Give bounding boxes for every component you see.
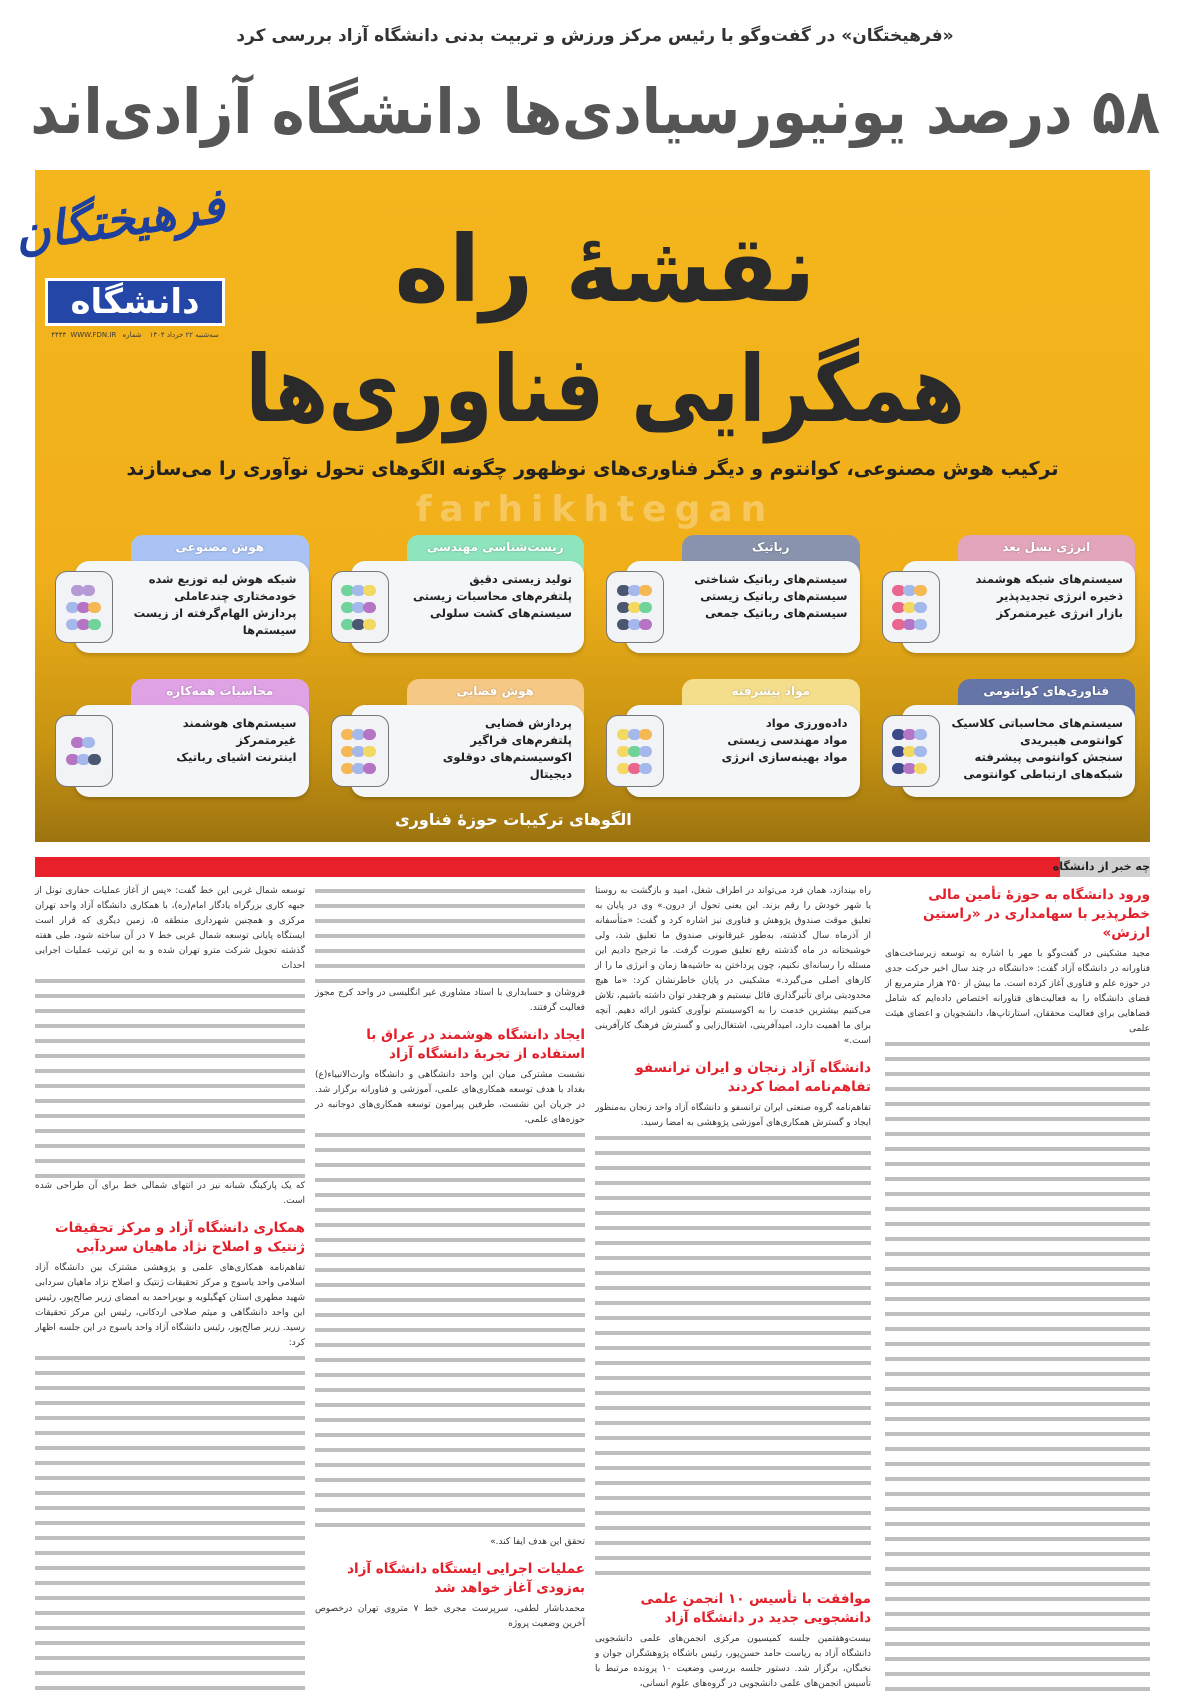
- article-body: بیست‌وهفتمین جلسه کمیسیون مرکزی انجمن‌های علمی دانشجویی دانشگاه آزاد به ریاست حامد حسن‌پور، رئیس باشگاه پژوهشگران جوان و نخبگان، برگزار شد. دستور جلسه بررسی وضعیت ۱۰ پرونده مرتبط با تأسیس انجمن‌های علمی دانشجویی در گروه‌های علوم انسانی،: [595, 1634, 871, 1689]
- card-item: اینترنت اشیای رباتیک: [176, 750, 297, 764]
- article-title[interactable]: عملیات اجرایی ایستگاه دانشگاه آزاد به‌زودی آغاز خواهد شد: [347, 1561, 585, 1596]
- card-item: مواد بهینه‌سازی انرژی: [721, 750, 848, 764]
- logo-meta: [45, 330, 225, 340]
- technology-cards: [55, 535, 1135, 801]
- card-item: سیستم‌های رباتیک جمعی: [705, 606, 848, 620]
- title-line-1: نقشهٔ راه: [394, 216, 816, 323]
- article-title[interactable]: ورود دانشگاه به حوزهٔ تأمین مالی خطرپذیر با سهامداری در «راستین ارزش»: [922, 887, 1150, 941]
- infographic-panel: [11, 170, 1150, 842]
- dot: [639, 585, 652, 596]
- infographic-footer: الگوهای ترکیبات حوزهٔ فناوری: [395, 810, 632, 829]
- dot: [82, 585, 95, 596]
- card-item: سنجش کوانتومی پیشرفته: [974, 750, 1123, 764]
- dot: [88, 619, 101, 630]
- card-item: پردازش الهام‌گرفته از زیست سیستم‌ها: [133, 606, 297, 637]
- news-column-3: [315, 884, 585, 1692]
- card-item: شبکه هوش لبه توزیع شده: [148, 572, 297, 586]
- card-item: سیستم‌های رباتیک شناختی: [694, 572, 848, 586]
- combination-dots-icon: [606, 715, 664, 787]
- dot: [639, 746, 652, 757]
- dot: [88, 602, 101, 613]
- dot: [914, 619, 927, 630]
- tech-card: [331, 679, 585, 801]
- dot: [363, 602, 376, 613]
- dot-row: [894, 763, 927, 774]
- news-column-4: [35, 884, 305, 1692]
- dot-row: [343, 746, 376, 757]
- dot: [363, 729, 376, 740]
- article-body: نشست مشترکی میان این واحد دانشگاهی و دانشگاه وارث‌الانبیاء(ع) بغداد با هدف توسعه همکاری‌های علمی، آموزشی و فناورانه برگزار شد. در جریان این نشست، طرفین پیرامون توسعه همکاری‌های دوجانبه در حوزه‌های علمی،: [315, 1069, 585, 1125]
- card-item: سیستم‌های کشت سلولی: [430, 606, 572, 620]
- main-headline: ۵۸ درصد یونیورسیادی‌ها دانشگاه آزادی‌اند: [30, 75, 1160, 148]
- card-item: پلتفرم‌های محاسبات زیستی: [413, 589, 572, 603]
- card-title: هوش مصنوعی: [131, 535, 308, 575]
- dot-row: [894, 619, 927, 630]
- watermark: farhikhtegan: [415, 489, 775, 530]
- article-body: که یک پارکینگ شبانه نیز در انتهای شمالی خط برای آن طراحی شده است.: [35, 1180, 305, 1206]
- card-item: سیستم‌های شبکه هوشمند: [975, 572, 1123, 586]
- tech-card: [55, 679, 309, 801]
- article-title[interactable]: ایجاد دانشگاه هوشمند در عراق با استفاده از تجربهٔ دانشگاه آزاد: [366, 1026, 585, 1062]
- dot: [639, 619, 652, 630]
- combination-dots-icon: [606, 571, 664, 643]
- infographic-title: [245, 210, 965, 450]
- article-body: مجید مشکینی در گفت‌وگو با مهر با اشاره به توسعه زیرساخت‌های فناورانه در دانشگاه آزاد گفت: «دانشگاه در چند سال اخیر حرکت جدی در حوزه علم و فناوری آغاز کرده است. ما بیش از ۲۵۰ هزار مترمربع از فضای دانشگاه را به فعالیت‌های فناورانه اختصاص داده‌ایم که شامل فضاهایی برای فعالیت محققان، استارتاپ‌ها، دانشجویان و اعضای هیئت علمی: [885, 949, 1150, 1034]
- card-item: اکوسیستم‌های دوقلوی دیجیتال: [442, 750, 572, 781]
- combination-dots-icon: [55, 571, 113, 643]
- card-item: بازار انرژی غیرمتمرکز: [996, 606, 1123, 620]
- dot-row: [619, 729, 652, 740]
- article-title[interactable]: دانشگاه آزاد زنجان و ایران ترانسفو تفاهم‌نامه امضا کردند: [635, 1060, 871, 1095]
- card-item: پلتفرم‌های فراگیر: [470, 733, 572, 747]
- logo-box: دانشگاه: [45, 278, 225, 326]
- article-body: تفاهم‌نامه همکاری‌های علمی و پژوهشی مشترک بین دانشگاه آزاد اسلامی واحد یاسوج و مرکز تحقیقات ژنتیک و اصلاح نژاد ماهیان سردابی شهید مطهری استان کهگیلویه و بویراحمد به امضای زریر صالح‌پور، رئیس این واحد دانشگاهی و میثم صلاحی اردکانی، رئیس این مرکز تحقیقات رسید. زریر صالح‌پور، رئیس دانشگاه آزاد واحد یاسوج در این جلسه اظهار کرد:: [35, 1262, 305, 1348]
- dot: [914, 746, 927, 757]
- dot-row: [68, 754, 101, 765]
- dot: [914, 585, 927, 596]
- dot-row: [894, 729, 927, 740]
- dot: [914, 763, 927, 774]
- dot-row: [343, 602, 376, 613]
- card-title: زیست‌شناسی مهندسی: [407, 535, 584, 575]
- article-body: راه بیندازد، همان فرد می‌تواند در اطراف شغل، امید و بازگشت به روستا یا شهر خودش را رقم بزند. این یعنی تحول از درون.» وی در پایان به تعلیق موقت صندوق پژوهش و فناوری نیز اشاره کرد و گفت: «متأسفانه از آذرماه سال گذشته، به‌طور غیرقانونی صندوق ما تعلیق شد، ولی خوشبختانه در ماه گذشته رفع تعلیق صورت گرفت. ما ترجیح دادیم این مسئله را رسانه‌ای نکنیم، چون پرداختن به حاشیه‌ها زمان و انرژی ما را از کارهای اصلی می‌گیرد.» مشکینی در پایان خاطرنشان کرد: «ما هیچ محدودیتی برای تأثیرگذاری قائل نیستیم و هرچقدر توان داشته باشیم، تلاش می‌کنیم بیشترین خدمت را به اکوسیستم نوآوری کشور ارائه دهیم. آنچه برای ما اهمیت دارد، امیدآفرینی، اشتغال‌زایی و گسترش فرهنگ کارآفرینی است.»: [595, 886, 871, 1046]
- dot: [639, 729, 652, 740]
- dot: [363, 763, 376, 774]
- card-item: تولید زیستی دقیق: [469, 572, 572, 586]
- news-column-2: [595, 884, 871, 1692]
- card-item: خودمختاری چندعاملی: [174, 589, 297, 603]
- card-item: سیستم‌های محاسباتی کلاسیک کوانتومی هیبریدی: [951, 716, 1123, 747]
- article-text-block: [885, 1037, 1150, 1692]
- dot-row: [68, 602, 101, 613]
- card-item: ذخیره انرژی تجدیدپذیر: [996, 589, 1123, 603]
- article-text-block: [595, 1131, 871, 1580]
- tech-card: [882, 535, 1136, 657]
- card-title: انرژی نسل بعد: [958, 535, 1135, 575]
- dot: [363, 746, 376, 757]
- tech-card: [55, 535, 309, 657]
- article-text-block: [315, 884, 585, 986]
- dot-row: [619, 585, 652, 596]
- card-title: مواد پیشرفته: [682, 679, 859, 719]
- combination-dots-icon: [882, 715, 940, 787]
- article-text-block: [315, 1128, 585, 1535]
- article-title[interactable]: همکاری دانشگاه آزاد و مرکز تحقیقات ژنتیک و اصلاح نژاد ماهیان سردآبی: [55, 1219, 305, 1255]
- card-item: مواد مهندسی زیستی: [727, 733, 848, 747]
- news-column-1: [885, 884, 1150, 1692]
- card-item: سیستم‌های رباتیک زیستی: [700, 589, 848, 603]
- newspaper-logo: [11, 177, 229, 340]
- dot-row: [894, 602, 927, 613]
- article-text-block: [35, 1351, 305, 1692]
- dot-row: [68, 619, 101, 630]
- card-title: رباتیک: [682, 535, 859, 575]
- dot-row: [619, 602, 652, 613]
- dot-row: [894, 585, 927, 596]
- dot-row: [343, 729, 376, 740]
- logo-script: فرهیختگان: [11, 177, 229, 263]
- dot: [363, 585, 376, 596]
- tech-card: [606, 535, 860, 657]
- dot: [88, 754, 101, 765]
- section-divider: [35, 857, 1060, 877]
- headline-kicker: «فرهیختگان» در گفت‌وگو با رئیس مرکز ورزش و تربیت بدنی دانشگاه آزاد بررسی کرد: [236, 26, 954, 46]
- title-line-2: همگرایی فناوری‌ها: [245, 336, 965, 443]
- tech-card: [606, 679, 860, 801]
- logo-date: سه‌شنبه ۲۲ خرداد ۱۴۰۴: [149, 331, 219, 339]
- card-title: محاسبات همه‌کاره: [131, 679, 308, 719]
- dot-row: [343, 585, 376, 596]
- combination-dots-icon: [331, 571, 389, 643]
- logo-site: WWW.FDN.IR: [70, 331, 117, 339]
- combination-dots-icon: [331, 715, 389, 787]
- dot: [363, 619, 376, 630]
- card-item: سیستم‌های هوشمند غیرمتمرکز: [182, 716, 297, 747]
- card-item: پردازش فضایی: [485, 716, 572, 730]
- dot-row: [619, 763, 652, 774]
- dot: [82, 737, 95, 748]
- tech-card: [882, 679, 1136, 801]
- infographic-subtitle: ترکیب هوش مصنوعی، کوانتوم و دیگر فناوری‌های نوظهور چگونه الگوهای تحول نوآوری را می‌سازند: [126, 458, 1059, 480]
- dot-row: [343, 619, 376, 630]
- logo-issue: شماره ۴۴۴۴: [51, 331, 142, 339]
- article-body: توسعه شمال غربی این خط گفت: «پس از آغاز عملیات حفاری تونل از جبهه کاری بزرگراه یادگار امام(ره)، با همکاری دانشگاه آزاد واحد تهران مرکزی و همچنین شهرداری منطقه ۵، زمین دیگری که قرار است ایستگاه پایانی توسعه شمال غربی خط ۷ در آن ساخته شود، طی هفته گذشته تحویل شرکت مترو تهران شده و به این ترتیب عملیات اجرایی احداث: [35, 886, 306, 971]
- dot: [639, 602, 652, 613]
- article-body: تفاهم‌نامه گروه صنعتی ایران ترانسفو و دانشگاه آزاد واحد زنجان به‌منظور ایجاد و گسترش همکاری‌های آموزشی پژوهشی به امضا رسید.: [595, 1103, 871, 1128]
- article-title[interactable]: موافقت با تأسیس ۱۰ انجمن علمی دانشجویی جدید در دانشگاه آزاد: [640, 1591, 871, 1626]
- combination-dots-icon: [882, 571, 940, 643]
- card-title: فناوری‌های کوانتومی: [958, 679, 1135, 719]
- dot-row: [894, 746, 927, 757]
- dot-row: [619, 746, 652, 757]
- card-item: شبکه‌های ارتباطی کوانتومی: [963, 767, 1123, 781]
- dot: [639, 763, 652, 774]
- section-label: چه خبر از دانشگاه: [1060, 857, 1150, 877]
- dot-row: [343, 763, 376, 774]
- dot: [914, 602, 927, 613]
- article-body: تحقق این هدف ایفا کند.»: [490, 1537, 585, 1547]
- article-body: محمدباشار لطفی، سرپرست مجری خط ۷ متروی تهران درخصوص آخرین وضعیت پروژه: [315, 1604, 585, 1629]
- combination-dots-icon: [55, 715, 113, 787]
- card-title: هوش فضایی: [407, 679, 584, 719]
- card-item: داده‌ورزی مواد: [765, 716, 848, 730]
- dot: [914, 729, 927, 740]
- article-text-block: [35, 974, 305, 1179]
- dot-row: [73, 737, 95, 748]
- article-body: فروشان و حسابداری با استاد مشاوری غیر انگلیسی در واحد کرج مجوز فعالیت گرفتند.: [315, 987, 585, 1013]
- tech-card: [331, 535, 585, 657]
- dot-row: [73, 585, 95, 596]
- dot-row: [619, 619, 652, 630]
